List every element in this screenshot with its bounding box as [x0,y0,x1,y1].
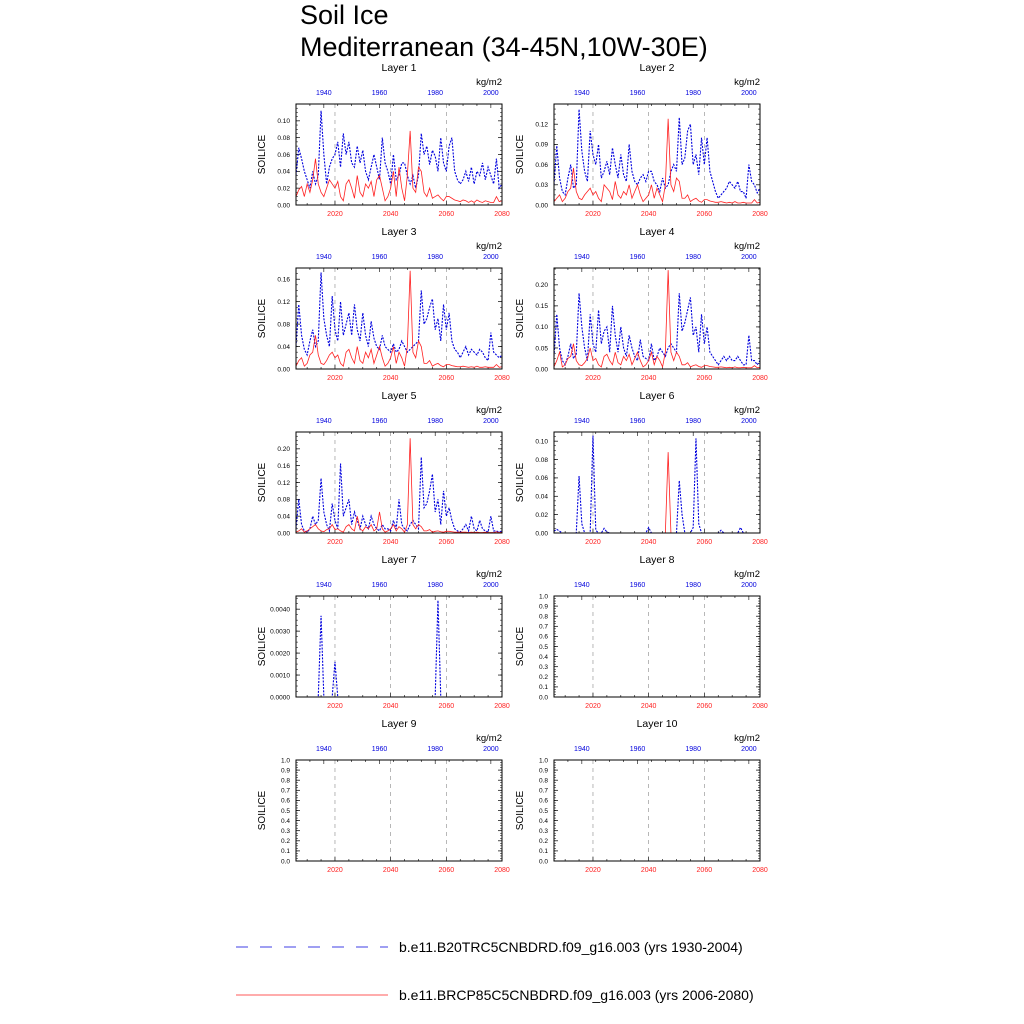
panel-title: Layer 6 [639,390,675,402]
y-tick-label: 0.00 [535,530,548,538]
x-top-tick-label: 1980 [685,90,701,97]
legend [236,939,754,1003]
y-tick-label: 0.06 [535,161,548,169]
x-top-tick-label: 1940 [574,582,590,589]
x-bottom-tick-label: 2020 [585,375,601,382]
x-top-tick-label: 2000 [741,418,757,425]
x-bottom-tick-label: 2080 [752,703,768,710]
panel-layer-7 [257,554,510,710]
y-tick-label: 0.12 [535,121,548,129]
x-bottom-tick-label: 2020 [585,211,601,218]
x-top-tick-label: 2000 [483,90,499,97]
y-tick-label: 0.0000 [270,694,290,702]
x-top-tick-label: 1980 [427,746,443,753]
units-label: kg/m2 [734,405,760,416]
x-top-tick-label: 1960 [629,746,646,753]
y-tick-label: 0.9 [538,603,548,611]
y-tick-label: 0.5 [538,807,548,815]
y-tick-label: 0.5 [280,807,290,815]
y-tick-label: 0.08 [277,496,290,504]
panel-title: Layer 4 [639,226,675,238]
x-top-tick-label: 1940 [574,746,590,753]
x-top-tick-label: 1980 [427,418,443,425]
series-future-line [296,438,502,532]
x-top-tick-label: 1960 [629,254,646,261]
figure-title-line2: Mediterranean (34-45N,10W-30E) [300,32,708,62]
plot-frame [296,268,502,369]
units-label: kg/m2 [476,569,502,580]
y-tick-label: 0.3 [280,828,290,835]
y-tick-label: 0.16 [277,462,290,470]
y-tick-label: 0.05 [535,345,548,353]
units-label: kg/m2 [476,733,502,744]
x-top-tick-label: 1980 [685,746,701,753]
series-historical-line [296,272,502,360]
x-bottom-tick-label: 2080 [752,539,768,546]
series-historical-line [296,457,502,532]
y-tick-label: 0.08 [277,134,290,142]
panel-title: Layer 9 [381,718,417,730]
x-bottom-tick-label: 2060 [696,211,713,218]
y-tick-label: 0.1 [280,848,290,856]
y-tick-label: 0.00 [277,530,290,538]
y-tick-label: 0.3 [538,664,548,671]
y-tick-label: 0.0030 [270,628,290,636]
x-bottom-tick-label: 2020 [585,703,601,710]
y-tick-label: 0.7 [538,787,548,795]
y-tick-label: 1.0 [538,757,548,765]
y-tick-label: 0.0 [538,694,548,702]
y-tick-label: 0.20 [535,282,548,290]
series-historical-line [296,111,502,188]
x-bottom-tick-label: 2080 [494,375,510,382]
x-bottom-tick-label: 2020 [585,867,601,874]
y-tick-label: 0.8 [280,777,290,785]
x-top-tick-label: 1940 [574,418,590,425]
panel-layer-9 [257,718,510,874]
y-tick-label: 0.08 [277,321,290,329]
x-bottom-tick-label: 2040 [382,375,399,382]
panel-title: Layer 2 [639,62,675,74]
x-bottom-tick-label: 2020 [327,211,343,218]
plot-frame [554,432,760,533]
y-tick-label: 0.3 [538,828,548,835]
plot-frame [554,268,760,369]
series-future-line [554,452,760,533]
x-bottom-tick-label: 2040 [640,867,657,874]
panel-title: Layer 8 [639,554,675,566]
y-tick-label: 0.04 [277,168,290,176]
y-tick-label: 0.10 [535,324,548,332]
panel-layer-6 [515,390,768,546]
y-tick-label: 0.00 [535,366,548,374]
y-tick-label: 0.2 [538,838,548,846]
plot-frame [296,760,502,861]
x-top-tick-label: 2000 [741,582,757,589]
y-tick-label: 0.4 [280,817,290,825]
x-bottom-tick-label: 2020 [327,539,343,546]
panel-title: Layer 10 [636,718,678,730]
series-future-line [296,271,502,368]
x-bottom-tick-label: 2040 [640,375,657,382]
x-bottom-tick-label: 2020 [327,703,343,710]
figure-title-line1: Soil Ice [300,0,389,30]
y-tick-label: 0.04 [277,513,290,521]
units-label: kg/m2 [476,77,502,88]
x-bottom-tick-label: 2060 [438,211,455,218]
y-axis-label: SOILICE [257,134,268,175]
y-tick-label: 0.00 [277,366,290,374]
panel-title: Layer 1 [381,62,417,74]
y-tick-label: 0.00 [277,202,290,210]
x-top-tick-label: 2000 [483,254,499,261]
y-tick-label: 0.06 [535,475,548,483]
x-top-tick-label: 1960 [629,90,646,97]
y-tick-label: 0.09 [535,141,548,149]
series-historical-line [296,600,502,697]
x-bottom-tick-label: 2040 [640,703,657,710]
y-tick-label: 0.06 [277,151,290,159]
panel-title: Layer 5 [381,390,417,402]
y-axis-label: SOILICE [515,790,526,831]
y-tick-label: 1.0 [280,757,290,765]
x-bottom-tick-label: 2040 [382,211,399,218]
x-top-tick-label: 1960 [629,582,646,589]
units-label: kg/m2 [734,241,760,252]
y-tick-label: 0.10 [535,438,548,446]
y-tick-label: 0.0010 [270,672,290,680]
y-tick-label: 0.02 [535,511,548,519]
x-top-tick-label: 2000 [483,746,499,753]
y-tick-label: 0.04 [535,493,548,501]
y-tick-label: 0.20 [277,446,290,454]
plot-frame [296,104,502,205]
series-future-line [296,131,502,203]
y-tick-label: 0.8 [538,777,548,785]
y-tick-label: 0.6 [280,797,290,805]
x-top-tick-label: 2000 [741,254,757,261]
y-tick-label: 0.5 [538,643,548,651]
y-tick-label: 0.12 [277,298,290,306]
y-tick-label: 0.0 [280,858,290,866]
y-tick-label: 0.1 [538,684,548,692]
x-bottom-tick-label: 2080 [494,867,510,874]
x-top-tick-label: 1980 [427,582,443,589]
y-axis-label: SOILICE [515,626,526,667]
y-tick-label: 0.0 [538,858,548,866]
panel-layer-5 [257,390,510,546]
y-tick-label: 0.0040 [270,606,290,614]
x-top-tick-label: 1940 [574,254,590,261]
x-bottom-tick-label: 2080 [752,211,768,218]
y-tick-label: 1.0 [538,593,548,601]
x-top-tick-label: 1940 [316,582,332,589]
panels-grid [257,62,768,874]
x-top-tick-label: 2000 [483,582,499,589]
series-future-line [554,270,760,368]
x-top-tick-label: 1980 [685,418,701,425]
plot-frame [554,596,760,697]
y-tick-label: 0.7 [280,787,290,795]
x-top-tick-label: 1980 [427,254,443,261]
panel-title: Layer 7 [381,554,417,566]
panel-layer-4 [515,226,768,382]
y-tick-label: 0.16 [277,276,290,284]
x-top-tick-label: 1980 [685,582,701,589]
y-tick-label: 0.6 [538,633,548,641]
y-tick-label: 0.12 [277,479,290,487]
y-tick-label: 0.7 [538,623,548,631]
panel-title: Layer 3 [381,226,417,238]
x-bottom-tick-label: 2040 [382,703,399,710]
y-tick-label: 0.2 [538,674,548,682]
x-top-tick-label: 1940 [574,90,590,97]
y-tick-label: 0.03 [535,182,548,190]
x-top-tick-label: 1940 [316,254,332,261]
series-historical-line [554,436,760,533]
x-bottom-tick-label: 2040 [382,867,399,874]
x-bottom-tick-label: 2060 [438,703,455,710]
x-top-tick-label: 1980 [427,90,443,97]
y-axis-label: SOILICE [515,462,526,503]
y-tick-label: 0.9 [538,767,548,775]
y-tick-label: 0.8 [538,613,548,621]
y-axis-label: SOILICE [257,462,268,503]
legend-historical-label: b.e11.B20TRC5CNBDRD.f09_g16.003 (yrs 1930-2004) [399,939,743,955]
plot-frame [554,760,760,861]
x-top-tick-label: 1940 [316,746,332,753]
panel-layer-8 [515,554,768,710]
x-top-tick-label: 1960 [371,90,388,97]
units-label: kg/m2 [734,733,760,744]
x-top-tick-label: 1960 [371,254,388,261]
y-tick-label: 0.00 [535,202,548,210]
x-top-tick-label: 2000 [741,90,757,97]
x-bottom-tick-label: 2040 [382,539,399,546]
x-top-tick-label: 1940 [316,418,332,425]
x-bottom-tick-label: 2040 [640,539,657,546]
x-bottom-tick-label: 2060 [696,703,713,710]
x-top-tick-label: 1980 [685,254,701,261]
y-tick-label: 0.0020 [270,650,290,658]
legend-future-label: b.e11.BRCP85C5CNBDRD.f09_g16.003 (yrs 2006-2080) [399,987,754,1003]
y-axis-label: SOILICE [257,790,268,831]
series-historical-line [554,109,760,198]
y-tick-label: 0.1 [538,848,548,856]
x-bottom-tick-label: 2080 [494,539,510,546]
series-future-line [554,119,760,203]
x-bottom-tick-label: 2020 [327,375,343,382]
units-label: kg/m2 [734,569,760,580]
x-top-tick-label: 1940 [316,90,332,97]
plot-frame [554,104,760,205]
y-axis-label: SOILICE [515,298,526,339]
y-axis-label: SOILICE [257,626,268,667]
panel-layer-10 [515,718,768,874]
panel-layer-2 [515,62,768,218]
panel-layer-1 [257,62,510,218]
y-tick-label: 0.4 [538,817,548,825]
y-tick-label: 0.10 [277,118,290,126]
x-top-tick-label: 1960 [629,418,646,425]
series-historical-line [554,293,760,365]
x-bottom-tick-label: 2020 [585,539,601,546]
x-top-tick-label: 2000 [741,746,757,753]
x-top-tick-label: 1960 [371,746,388,753]
x-bottom-tick-label: 2040 [640,211,657,218]
y-tick-label: 0.4 [538,653,548,661]
x-bottom-tick-label: 2060 [696,539,713,546]
x-bottom-tick-label: 2060 [438,375,455,382]
x-top-tick-label: 2000 [483,418,499,425]
x-bottom-tick-label: 2080 [752,375,768,382]
x-bottom-tick-label: 2060 [696,867,713,874]
y-tick-label: 0.04 [277,343,290,351]
x-bottom-tick-label: 2080 [494,211,510,218]
y-tick-label: 0.9 [280,767,290,775]
y-tick-label: 0.02 [277,185,290,193]
x-bottom-tick-label: 2060 [438,539,455,546]
units-label: kg/m2 [476,241,502,252]
units-label: kg/m2 [476,405,502,416]
x-bottom-tick-label: 2060 [696,375,713,382]
units-label: kg/m2 [734,77,760,88]
y-tick-label: 0.08 [535,456,548,464]
plot-frame [296,596,502,697]
x-bottom-tick-label: 2080 [494,703,510,710]
y-tick-label: 0.6 [538,797,548,805]
x-bottom-tick-label: 2080 [752,867,768,874]
y-tick-label: 0.2 [280,838,290,846]
x-bottom-tick-label: 2020 [327,867,343,874]
y-axis-label: SOILICE [515,134,526,175]
y-axis-label: SOILICE [257,298,268,339]
y-tick-label: 0.15 [535,303,548,311]
x-bottom-tick-label: 2060 [438,867,455,874]
panel-layer-3 [257,226,510,382]
x-top-tick-label: 1960 [371,582,388,589]
x-top-tick-label: 1960 [371,418,388,425]
